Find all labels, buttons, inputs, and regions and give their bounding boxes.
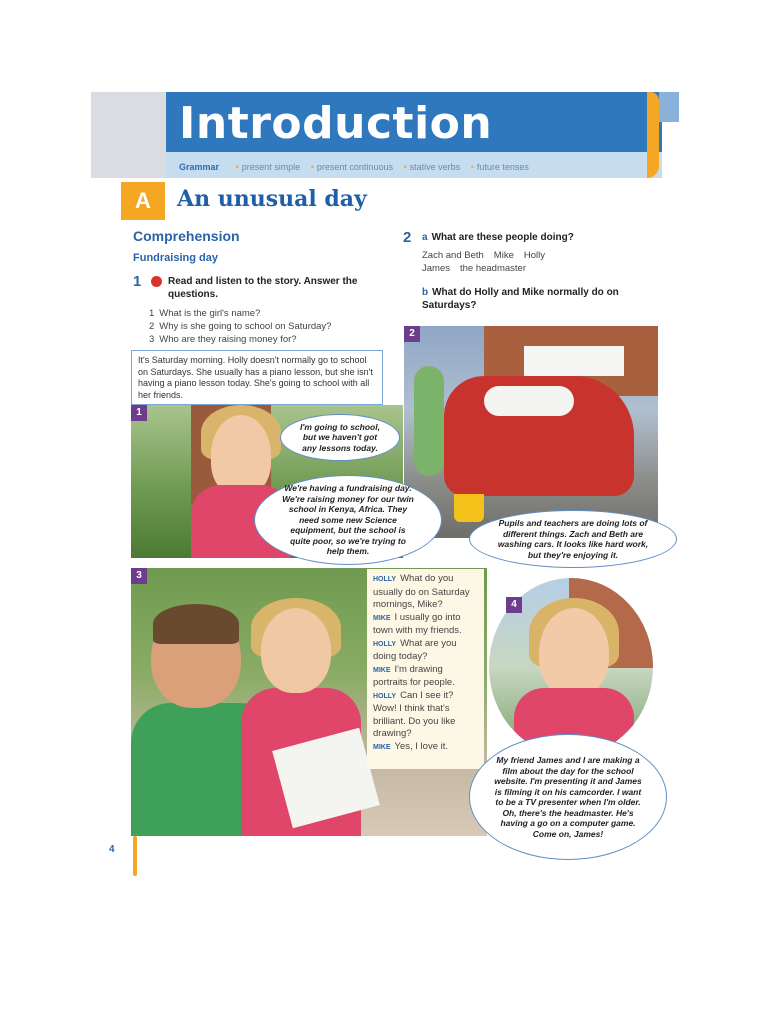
grammar-item: present simple — [241, 162, 301, 172]
question-number: 2 — [403, 229, 412, 246]
photo-number-badge: 1 — [131, 405, 147, 421]
section-letter-badge: A — [121, 182, 165, 220]
grammar-item: present continuous — [316, 162, 393, 172]
speech-bubble: My friend James and I are making a film about the day for the school website. I'm presenting it and James is filming it on his camcorder. I want to be a TV presenter when I'm older. Oh, there's the headmaster. He's having a go on a computer game. Come on, James! — [469, 734, 667, 860]
grammar-item: future tenses — [476, 162, 529, 172]
fundraising-subheading: Fundraising day — [133, 252, 218, 264]
speech-bubble: I'm going to school, but we haven't got any lessons today. — [280, 414, 400, 461]
page-number: 4 — [109, 844, 115, 855]
header-orange-accent — [647, 92, 659, 178]
question-instruction: Read and listen to the story. Answer the questions. — [168, 276, 358, 300]
grammar-label: Grammar — [179, 162, 220, 172]
question-number: 1 — [133, 273, 142, 290]
bullet-icon: • — [310, 162, 314, 172]
photo-number-badge: 4 — [506, 597, 522, 613]
header-right-block — [659, 92, 679, 122]
story-intro-box: It's Saturday morning. Holly doesn't normally go to school on Saturdays. She usually has a piano lesson, but she isn't having a piano lesson today. She's going to school with all her friends. — [131, 350, 383, 405]
names-list: Zach and Beth Mike Holly — [422, 250, 545, 261]
photo-number-badge: 3 — [131, 568, 147, 584]
grammar-row — [179, 162, 529, 172]
speaker-label: MIKE — [373, 666, 391, 674]
list-item: 2 Why is she going to school on Saturday? — [149, 321, 332, 332]
dialogue-box: HOLLY What do you usually do on Saturday mornings, Mike? MIKE I usually go into town with my friends. HOLLY What are you doing today? MIKE I'm drawing portraits for people. HOLLY Can I see it? Wow! I think that's brilliant. Do you like drawing? MIKE Yes, I love it. — [367, 569, 484, 769]
list-item: 3 Who are they raising money for? — [149, 334, 297, 345]
list-item: 1 What is the girl's name? — [149, 308, 261, 319]
question-2a: a What are these people doing? — [422, 232, 574, 243]
speech-bubble: Pupils and teachers are doing lots of different things. Zach and Beth are washing cars. It looks like hard work, but they're enjoying it. — [469, 510, 677, 568]
bullet-icon: • — [403, 162, 407, 172]
bullet-icon: • — [235, 162, 239, 172]
grammar-item: stative verbs — [409, 162, 461, 172]
speaker-label: MIKE — [373, 614, 391, 622]
photo-car-washing — [404, 326, 658, 538]
question-list — [149, 307, 336, 346]
speaker-label: HOLLY — [373, 692, 397, 700]
speaker-label: HOLLY — [373, 576, 397, 583]
page-title: Introduction — [179, 98, 493, 149]
speaker-label: HOLLY — [373, 640, 397, 648]
names-list: James the headmaster — [422, 263, 526, 274]
question-2b: b What do Holly and Mike normally do on Saturdays? — [422, 287, 619, 311]
comprehension-heading: Comprehension — [133, 228, 240, 244]
photo-number-badge: 2 — [404, 326, 420, 342]
audio-icon[interactable] — [151, 276, 162, 287]
header-grey-block — [91, 92, 166, 178]
page-number-bar — [133, 836, 137, 876]
speaker-label: MIKE — [373, 743, 391, 751]
textbook-page — [91, 92, 679, 879]
speech-bubble: We're having a fundraising day. We're raising money for our twin school in Kenya, Africa. They need some new Science equipment, but the school is quite poor, so we're trying to help them. — [254, 475, 442, 565]
section-title: An unusual day — [177, 186, 367, 212]
bullet-icon: • — [470, 162, 474, 172]
